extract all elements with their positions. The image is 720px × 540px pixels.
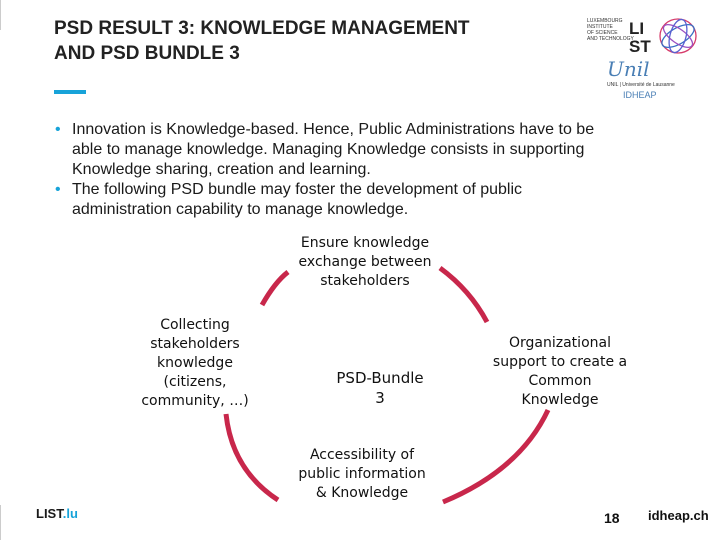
node-left-line-5: community, …) — [141, 393, 249, 409]
list-institute-text-1: LUXEMBOURG — [587, 18, 623, 24]
node-bottom-line-2: public information — [298, 466, 426, 482]
globe-rings-icon — [658, 18, 697, 55]
partner-logos-graphic — [585, 14, 715, 104]
list-mark-top: LI — [629, 19, 645, 38]
title-accent-bar — [54, 90, 86, 94]
node-center-line-2: 3 — [375, 389, 385, 407]
unil-text: UNIL | Université de Lausanne — [607, 82, 675, 88]
node-bottom-line-3: & Knowledge — [315, 485, 409, 501]
node-left-line-4: (citizens, — [163, 374, 227, 390]
node-ensure-knowledge-exchange — [270, 234, 460, 291]
node-right-line-2: support to create a — [492, 354, 628, 370]
bullet-list — [55, 120, 675, 220]
list-lu-logo-tld: .lu — [62, 506, 78, 521]
node-center-line-1: PSD-Bundle — [336, 369, 424, 387]
node-top-line-3: stakeholders — [320, 273, 410, 289]
page-title — [54, 16, 574, 66]
bullet-dot: • — [55, 121, 61, 138]
bullet-1-line-1: Innovation is Knowledge-based. Hence, Public Administrations have to be — [72, 121, 595, 138]
idheap-mark: IDHEAP — [623, 90, 657, 100]
list-institute-text-4: AND TECHNOLOGY — [587, 36, 634, 42]
node-collecting-knowledge — [130, 316, 260, 411]
bullet-1-line-3: Knowledge sharing, creation and learning. — [72, 161, 371, 178]
page-title-line-1: PSD RESULT 3: KNOWLEDGE MANAGEMENT — [54, 18, 470, 39]
bullet-item — [55, 180, 675, 220]
bullet-2-line-2: administration capability to manage knowledge. — [72, 201, 409, 218]
node-top-line-1: Ensure knowledge — [300, 235, 430, 251]
node-left-line-1: Collecting — [160, 317, 230, 333]
unil-mark: Unil — [607, 57, 650, 81]
list-mark-bottom: ST — [629, 37, 651, 56]
bullet-dot: • — [55, 181, 61, 198]
partner-logos — [585, 14, 715, 104]
node-right-line-3: Common — [528, 373, 592, 389]
top-divider — [0, 0, 1, 30]
site-url: idheap.ch — [648, 508, 709, 523]
cycle-arc-bottom-left — [226, 414, 278, 500]
bullet-1-line-2: able to manage knowledge. Managing Knowledge consists in supporting — [72, 141, 585, 158]
node-right-line-1: Organizational — [509, 335, 611, 351]
list-lu-logo — [36, 506, 78, 521]
page-number: 18 — [604, 510, 620, 526]
bullet-item — [55, 120, 675, 180]
list-institute-text-3: OF SCIENCE — [587, 30, 618, 36]
node-left-line-2: stakeholders — [150, 336, 240, 352]
node-organizational-support — [475, 334, 645, 410]
bottom-divider — [0, 505, 1, 540]
node-bottom-line-1: Accessibility of — [309, 447, 415, 463]
cycle-arc-bottom-right — [443, 410, 548, 502]
node-right-line-4: Knowledge — [521, 392, 599, 408]
node-psd-bundle — [305, 368, 455, 408]
node-left-line-3: knowledge — [157, 355, 233, 371]
bullet-2-line-1: The following PSD bundle may foster the development of public — [72, 181, 523, 198]
page-title-line-2: AND PSD BUNDLE 3 — [54, 43, 240, 64]
node-top-line-2: exchange between — [298, 254, 432, 270]
list-institute-text-2: INSTITUTE — [587, 24, 613, 30]
list-lu-logo-main: LIST — [36, 506, 63, 521]
node-accessibility — [282, 446, 442, 503]
